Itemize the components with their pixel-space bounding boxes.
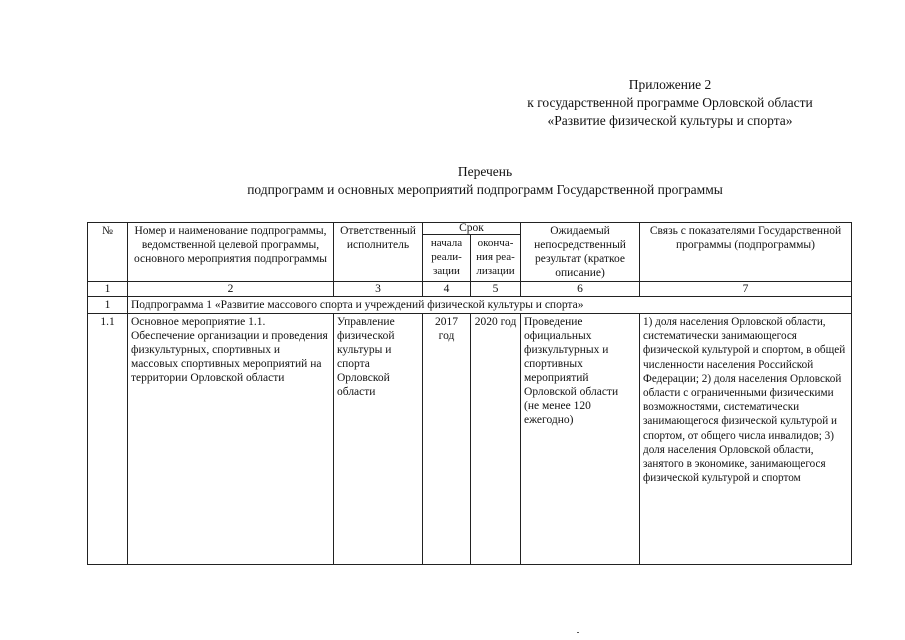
row-start-year: 2017 год bbox=[423, 314, 471, 565]
row-expected-result: Проведение официальных физкультурных и спортивных мероприятий Орловской области (не менее 120 ежегодно) bbox=[521, 314, 640, 565]
scan-speck bbox=[577, 632, 579, 633]
appendix-line-1: Приложение 2 bbox=[628, 77, 712, 92]
row-activity-name: Основное мероприятие 1.1. Обеспечение организации и проведения физкультурных, спортивных и массовых спортивных мероприятий на территории Орловской области bbox=[128, 314, 334, 565]
column-number-row bbox=[88, 282, 852, 297]
subprograms-table bbox=[87, 222, 852, 565]
column-number: 2 bbox=[128, 282, 334, 297]
header-executor: Ответственный исполнитель bbox=[334, 223, 423, 282]
row-num: 1.1 bbox=[88, 314, 128, 565]
header-end: оконча-ния реа-лизации bbox=[471, 235, 521, 282]
appendix-line-3: «Развитие физической культуры и спорта» bbox=[547, 113, 793, 128]
header-result: Ожидаемый непосредственный результат (краткое описание) bbox=[521, 223, 640, 282]
header-start: начала реали-зации bbox=[423, 235, 471, 282]
header-link: Связь с показателями Государственной программы (подпрограммы) bbox=[640, 223, 852, 282]
appendix-header bbox=[500, 76, 840, 130]
header-period: Срок bbox=[423, 223, 521, 235]
header-name: Номер и наименование подпрограммы, ведомственной целевой программы, основного мероприятия подпрограммы bbox=[128, 223, 334, 282]
row-executor: Управление физической культуры и спорта Орловской области bbox=[334, 314, 423, 565]
column-number: 6 bbox=[521, 282, 640, 297]
column-number: 3 bbox=[334, 282, 423, 297]
subprogram-title: Подпрограмма 1 «Развитие массового спорта и учреждений физической культуры и спорта» bbox=[128, 297, 852, 314]
title-line-1: Перечень bbox=[457, 164, 513, 179]
column-number: 4 bbox=[423, 282, 471, 297]
table-row bbox=[88, 314, 852, 565]
table-header-row bbox=[88, 223, 852, 235]
subprogram-num: 1 bbox=[88, 297, 128, 314]
row-end-year: 2020 год bbox=[471, 314, 521, 565]
title-line-2: подпрограмм и основных мероприятий подпрограмм Государственной программы bbox=[247, 182, 723, 197]
column-number: 7 bbox=[640, 282, 852, 297]
subprogram-row bbox=[88, 297, 852, 314]
column-number: 1 bbox=[88, 282, 128, 297]
document-title bbox=[160, 163, 810, 199]
column-number: 5 bbox=[471, 282, 521, 297]
header-num: № bbox=[88, 223, 128, 282]
row-linked-indicators: 1) доля населения Орловской области, систематически занимающегося физической культурой и спортом, в общей численности населения Российской Федерации; 2) доля населения Орловской области с ограниченными физическими возможностями, систематически занимающегося физической культурой и спортом, от общего числа инвалидов; 3) доля населения Орловской области, занятого в экономике, занимающегося физической культурой и спортом bbox=[640, 314, 852, 565]
appendix-line-2: к государственной программе Орловской области bbox=[527, 95, 813, 110]
